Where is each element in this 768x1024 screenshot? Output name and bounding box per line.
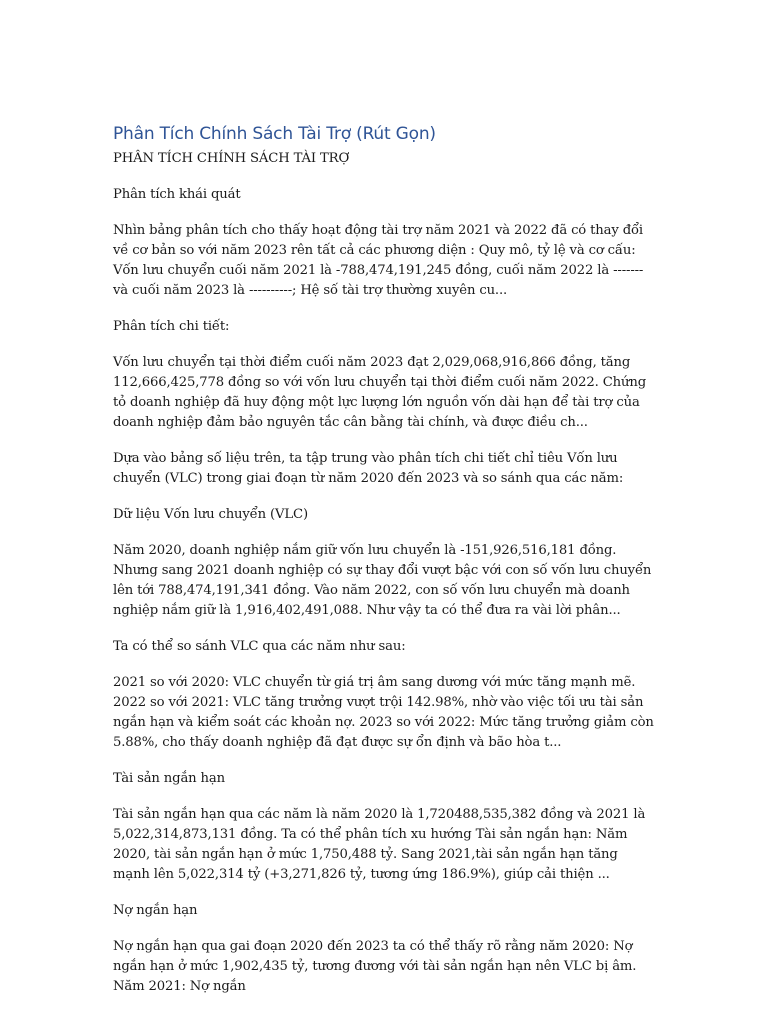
paragraph-vlc-data: Năm 2020, doanh nghiệp nắm giữ vốn lưu chuyển là -151,926,516,181 đồng. Nhưng sang 2021 doanh nghiệp có sự thay đổi vượt bậc với con số vốn lưu chuyển lên tới 788,474,191,341 đồng. Vào năm 2022, con số vốn lưu chuyển mà doanh nghiệp nắm giữ là 1,916,402,491,088. Như vậy ta có thể đưa ra vài lời phân...: [113, 543, 652, 618]
subheading-detail: Phân tích chi tiết:: [113, 319, 230, 334]
paragraph-overview: Nhìn bảng phân tích cho thấy hoạt động tài trợ năm 2021 và 2022 đã có thay đổi về cơ bản so với năm 2023 rên tất cả các phương diện : Quy mô, tỷ lệ và cơ cấu: Vốn lưu chuyển cuối năm 2021 là -788,474,191,245 đồng, cuối năm 2022 là ------- và cuối năm 2023 là ----------; Hệ số tài trợ thường xuyên cu...: [113, 223, 644, 298]
subheading-vlc-data: Dữ liệu Vốn lưu chuyển (VLC): [113, 507, 308, 522]
paragraph-short-term-debt: Nợ ngắn hạn qua gai đoạn 2020 đến 2023 ta có thể thấy rõ rằng năm 2020: Nợ ngắn hạn ở mức 1,902,435 tỷ, tương đương với tài sản ngắn hạn nên VLC bị âm. Năm 2021: Nợ ngắn: [113, 939, 637, 994]
paragraph-current-assets: Tài sản ngắn hạn qua các năm là năm 2020 là 1,720488,535,382 đồng và 2021 là 5,022,314,873,131 đồng. Ta có thể phân tích xu hướng Tài sản ngắn hạn: Năm 2020, tài sản ngắn hạn ở mức 1,750,488 tỷ. Sang 2021,tài sản ngắn hạn tăng mạnh lên 5,022,314 tỷ (+3,271,826 tỷ, tương ứng 186.9%), giúp cải thiện ...: [113, 807, 646, 882]
document-page: [113, 118, 658, 1013]
subheading-short-term-debt: Nợ ngắn hạn: [113, 903, 198, 918]
paragraph-vlc-compare: 2021 so với 2020: VLC chuyển từ giá trị âm sang dương với mức tăng mạnh mẽ. 2022 so với 2021: VLC tăng trưởng vượt trội 142.98%, nhờ vào việc tối ưu tài sản ngắn hạn và kiểm soát các khoản nợ. 2023 so với 2022: Mức tăng trưởng giảm còn 5.88%, cho thấy doanh nghiệp đã đạt được sự ổn định và bão hòa t...: [113, 675, 654, 750]
paragraph-detail: Vốn lưu chuyển tại thời điểm cuối năm 2023 đạt 2,029,068,916,866 đồng, tăng 112,666,425,778 đồng so với vốn lưu chuyển tại thời điểm cuối năm 2022. Chứng tỏ doanh nghiệp đã huy động một lực lượng lớn nguồn vốn dài hạn để tài trợ của doanh nghiệp đảm bảo nguyên tắc cân bằng tài chính, và được điều ch...: [113, 355, 647, 430]
section-heading: PHÂN TÍCH CHÍNH SÁCH TÀI TRỢ: [113, 151, 350, 166]
document-title: Phân Tích Chính Sách Tài Trợ (Rút Gọn): [113, 124, 436, 144]
subheading-overview: Phân tích khái quát: [113, 187, 241, 202]
paragraph-vlc-compare-intro: Ta có thể so sánh VLC qua các năm như sau:: [113, 639, 406, 654]
paragraph-vlc-intro: Dựa vào bảng số liệu trên, ta tập trung vào phân tích chi tiết chỉ tiêu Vốn lưu chuyển (VLC) trong giai đoạn từ năm 2020 đến 2023 và so sánh qua các năm:: [113, 451, 624, 486]
subheading-current-assets: Tài sản ngắn hạn: [113, 771, 225, 786]
